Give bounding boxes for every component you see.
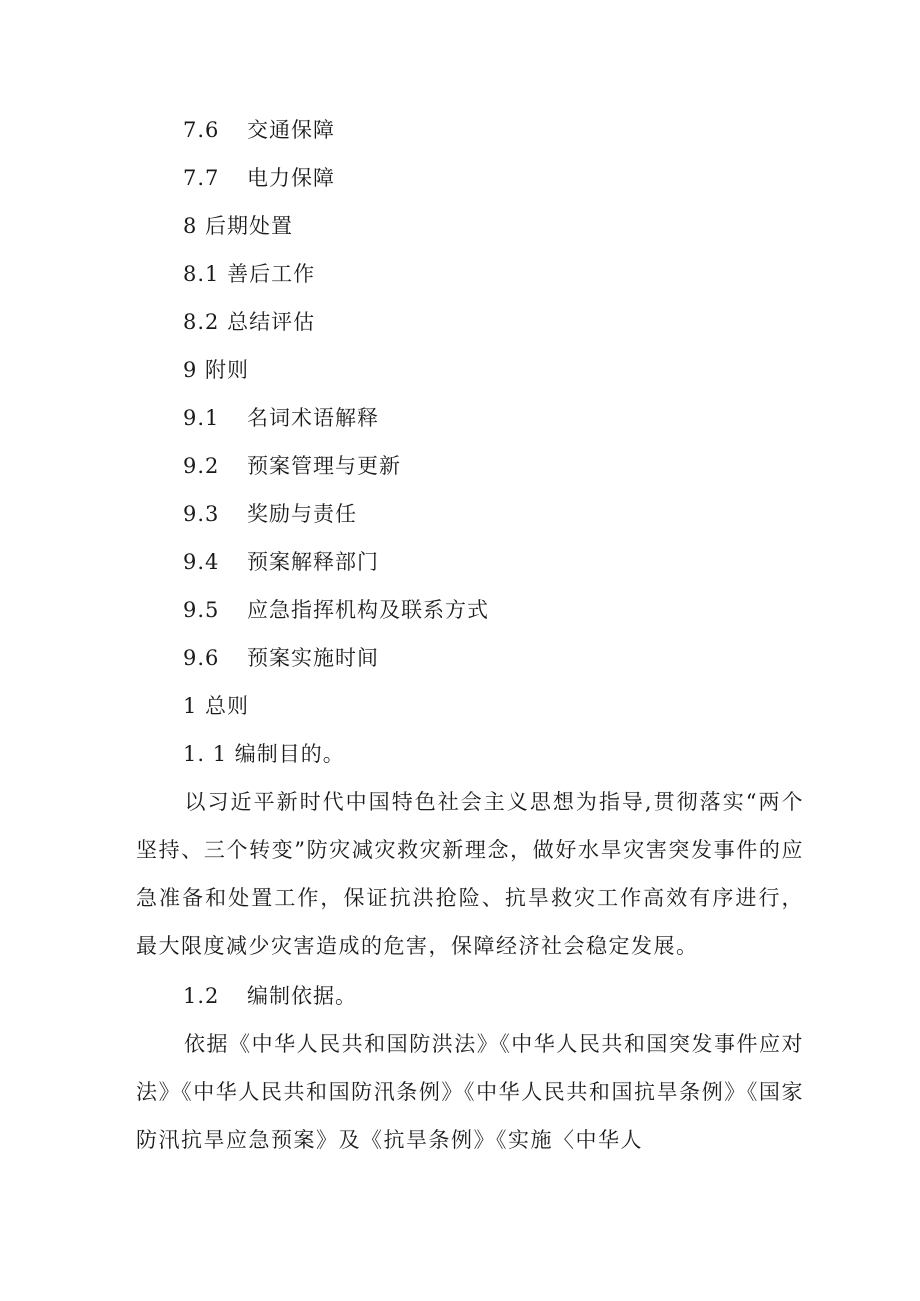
toc-entry-9-1 bbox=[183, 403, 379, 433]
toc-entry-number: 9.5 bbox=[183, 598, 220, 622]
toc-entry-8: 8 后期处置 bbox=[183, 214, 294, 238]
toc-entry-title: 预案解释部门 bbox=[247, 550, 379, 574]
toc-entry-number: 9.4 bbox=[183, 550, 220, 574]
toc-entry-title: 交通保障 bbox=[247, 118, 335, 142]
toc-entry-9-6 bbox=[183, 643, 379, 673]
toc-entry-7-6 bbox=[183, 115, 335, 145]
section-heading-1: 1 总则 bbox=[183, 694, 250, 718]
paragraph-basis-text: 依据《中华人民共和国防洪法》《中华人民共和国突发事件应对法》《中华人民共和国防汛条例》《中华人民共和国抗旱条例》《国家防汛抗旱应急预案》及《抗旱条例》《实施〈中华人 bbox=[136, 1032, 804, 1152]
paragraph-basis bbox=[136, 1020, 804, 1164]
toc-entry-9: 9 附则 bbox=[183, 358, 250, 382]
toc-entry-title: 电力保障 bbox=[247, 166, 335, 190]
paragraph-purpose bbox=[136, 778, 804, 970]
toc-entry-title: 名词术语解释 bbox=[247, 406, 379, 430]
toc-entry-number: 7.6 bbox=[183, 118, 220, 142]
toc-entry-number: 9.2 bbox=[183, 454, 220, 478]
section-number: 1.2 bbox=[183, 984, 220, 1008]
toc-entry-9-2 bbox=[183, 451, 401, 481]
section-title: 编制依据。 bbox=[247, 984, 357, 1008]
toc-entry-8-1: 8.1 善后工作 bbox=[183, 262, 316, 286]
toc-entry-number: 9.3 bbox=[183, 502, 220, 526]
toc-entry-title: 预案管理与更新 bbox=[247, 454, 401, 478]
toc-entry-number: 9.1 bbox=[183, 406, 220, 430]
toc-entry-title: 奖励与责任 bbox=[247, 502, 357, 526]
paragraph-purpose-text: 以习近平新时代中国特色社会主义思想为指导,贯彻落实“两个坚持、三个转变”防灾减灾救灾新理念，做好水旱灾害突发事件的应急准备和处置工作，保证抗洪抢险、抗旱救灾工作高效有序进行，最大限度减少灾害造成的危害，保障经济社会稳定发展。 bbox=[136, 790, 804, 958]
toc-entry-7-7 bbox=[183, 163, 335, 193]
toc-entry-9-5 bbox=[183, 595, 489, 625]
section-heading-1-2 bbox=[183, 981, 357, 1011]
toc-entry-9-4 bbox=[183, 547, 379, 577]
toc-entry-title: 应急指挥机构及联系方式 bbox=[247, 598, 489, 622]
toc-entry-number: 7.7 bbox=[183, 166, 220, 190]
toc-entry-8-2: 8.2 总结评估 bbox=[183, 310, 316, 334]
toc-entry-9-3 bbox=[183, 499, 357, 529]
section-heading-1-1: 1. 1 编制目的。 bbox=[183, 742, 345, 766]
toc-entry-title: 预案实施时间 bbox=[247, 646, 379, 670]
toc-entry-number: 9.6 bbox=[183, 646, 220, 670]
